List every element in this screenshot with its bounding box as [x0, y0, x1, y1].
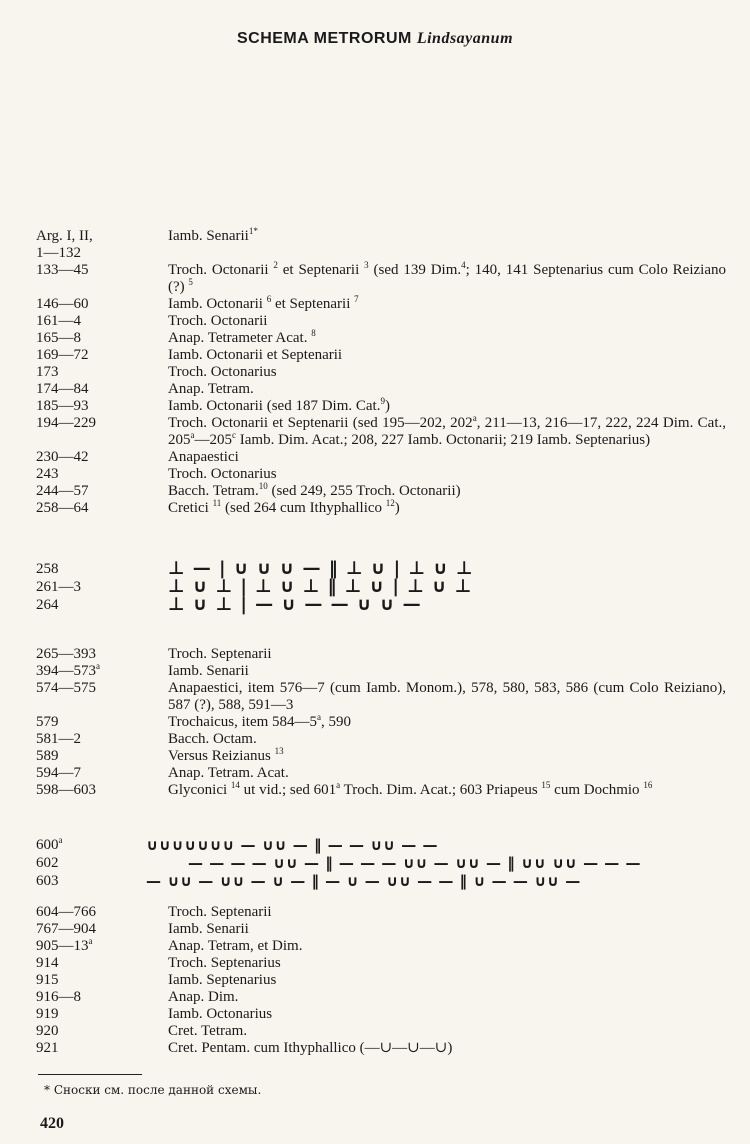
line-range-text: 594—7 [36, 765, 81, 781]
description-text: Iamb. Dim. Acat.; 208, 227 Iamb. Octonarii; 219 Iamb. Septenarius) [236, 432, 651, 448]
metre-entry [36, 1006, 726, 1023]
line-range [36, 680, 168, 714]
description-text: Bacch. Octam. [168, 731, 257, 747]
description-text: Iamb. Octonarius [168, 1006, 273, 1022]
line-range [36, 972, 168, 989]
line-range-text: 161—4 [36, 313, 81, 329]
metre-description [168, 1040, 726, 1057]
line-range-text: 905—13 [36, 938, 89, 954]
line-range [36, 1023, 168, 1040]
description-text: Anap. Dim. [168, 989, 239, 1005]
line-range [36, 955, 168, 972]
metre-entry [36, 313, 726, 330]
line-range [36, 296, 168, 313]
footnote-ref: 3 [364, 260, 369, 270]
line-range [36, 989, 168, 1006]
metre-entry [36, 449, 726, 466]
description-text: Anap. Tetram. [168, 381, 254, 397]
metre-entry [36, 731, 726, 748]
title-italic: Lindsayanum [416, 30, 514, 47]
line-range [36, 449, 168, 466]
footnote-ref: c [232, 430, 236, 440]
description-text: Iamb. Senarii [168, 921, 249, 937]
line-range [36, 1006, 168, 1023]
metrical-scheme-row [36, 854, 736, 872]
line-range-text: 394—573 [36, 663, 96, 679]
line-range-text: 579 [36, 714, 59, 730]
metre-entry [36, 1040, 726, 1057]
description-text: ) [384, 398, 390, 414]
description-text: , 590 [321, 714, 352, 730]
scheme-block-glyconici [36, 836, 736, 890]
entries-block-2 [36, 646, 726, 799]
line-range-text: 767—904 [36, 921, 96, 937]
footnote-rule [38, 1074, 142, 1075]
metre-description [168, 1023, 726, 1040]
scheme-line-number [36, 872, 59, 890]
metre-description [168, 904, 726, 921]
footnote-ref: 6 [266, 294, 272, 304]
metrical-scheme: — — — — ∪∪ — ‖ — — — ∪∪ — ∪∪ — ‖ ∪∪ ∪∪ — — — [188, 854, 642, 872]
metre-entry [36, 663, 726, 680]
metre-description [168, 921, 726, 938]
metrical-scheme: ⊥ — | ∪ ∪ ∪ — ‖ ⊥ ∪ | ⊥ ∪ ⊥ [168, 558, 474, 579]
description-text: Troch. Octonarius [168, 466, 277, 482]
description-text: (sed 249, 255 Troch. Octonarii) [267, 483, 461, 499]
line-range-text: 244—57 [36, 483, 89, 499]
metre-description [168, 714, 726, 731]
description-text: Troch. Septenarii [168, 646, 272, 662]
metre-entry [36, 748, 726, 765]
footnote-ref: 7 [354, 294, 359, 304]
description-text: Troch. Octonarii [168, 262, 274, 278]
metre-description [168, 330, 726, 347]
line-range-text: 915 [36, 972, 59, 988]
metre-entry [36, 938, 726, 955]
description-text: Anap. Tetram. Acat. [168, 765, 289, 781]
line-range [36, 938, 168, 955]
metre-entry [36, 782, 726, 799]
footnote-ref: a [317, 712, 322, 722]
description-text: Troch. Octonarii et Septenarii (sed 195—202, 202 [168, 415, 473, 431]
description-text: (sed 139 Dim. [368, 262, 462, 278]
description-text: Iamb. Octonarii (sed 187 Dim. Cat. [168, 398, 381, 414]
metre-entry [36, 330, 726, 347]
metre-description [168, 449, 726, 466]
description-text: Trochaicus, item 584—5 [168, 714, 318, 730]
line-range [36, 500, 168, 517]
line-range-superscript: a [96, 661, 100, 671]
footnote-ref: 16 [643, 780, 653, 790]
metre-description [168, 731, 726, 748]
metre-entry [36, 921, 726, 938]
line-range-text: 243 [36, 466, 59, 482]
scheme-line-text: 261—3 [36, 579, 81, 595]
metrical-scheme-row [36, 596, 736, 614]
description-text: Iamb. Senarii [168, 228, 249, 244]
description-text: cum Dochmio [550, 782, 644, 798]
metre-entry [36, 364, 726, 381]
metre-entry [36, 500, 726, 517]
metre-description [168, 989, 726, 1006]
description-text: ut vid.; sed 601 [239, 782, 337, 798]
metre-entry [36, 989, 726, 1006]
line-range-text: 598—603 [36, 782, 96, 798]
line-range [36, 398, 168, 415]
page-title [0, 30, 750, 48]
line-range-text: 574—575 [36, 680, 96, 696]
scheme-line-number [36, 578, 81, 596]
line-range-text: 921 [36, 1040, 59, 1056]
description-text: Versus Reizianus [168, 748, 275, 764]
line-range [36, 313, 168, 330]
footnote: * Сноски см. после данной схемы. [44, 1083, 262, 1097]
metre-description [168, 262, 726, 296]
metre-description [168, 466, 726, 483]
line-range [36, 765, 168, 782]
page-number: 420 [40, 1115, 64, 1132]
line-range [36, 228, 168, 262]
description-text: et Septenarii [277, 262, 365, 278]
line-range-text: 230—42 [36, 449, 89, 465]
description-text: —205 [194, 432, 232, 448]
metre-description [168, 483, 726, 500]
metre-description [168, 364, 726, 381]
line-range-superscript: a [88, 936, 93, 946]
description-text: Anapaestici [168, 449, 239, 465]
metre-description [168, 663, 726, 680]
line-range [36, 483, 168, 500]
metrical-scheme: ∪∪∪∪∪∪∪ — ∪∪ — ‖ — — ∪∪ — — [146, 836, 438, 854]
line-range [36, 415, 168, 449]
metre-description [168, 381, 726, 398]
footnote-ref: 2 [273, 260, 278, 270]
description-text: Troch. Dim. Acat.; 603 Priapeus [340, 782, 542, 798]
footnote-ref: 1* [248, 226, 258, 236]
metre-description [168, 347, 726, 364]
scheme-block-cretici [36, 560, 736, 614]
footnote-ref: a [472, 413, 477, 423]
description-text: Troch. Septenarius [168, 955, 281, 971]
line-range [36, 330, 168, 347]
line-range [36, 748, 168, 765]
metrical-scheme: — ∪∪ — ∪∪ — ∪ — ‖ — ∪ — ∪∪ — — ‖ ∪ — — ∪∪ — [146, 872, 581, 890]
metre-entry [36, 680, 726, 714]
entries-block-1 [36, 228, 726, 517]
metre-entry [36, 296, 726, 313]
description-text: Anap. Tetram, et Dim. [168, 938, 303, 954]
metre-description [168, 1006, 726, 1023]
line-range [36, 381, 168, 398]
line-range-text: 146—60 [36, 296, 89, 312]
footnote-ref: 4 [461, 260, 466, 270]
line-range-text: 258—64 [36, 500, 89, 516]
line-range-text: 589 [36, 748, 59, 764]
footnote-ref: 13 [274, 746, 284, 756]
metre-entry [36, 904, 726, 921]
footnote-ref: 9 [380, 396, 385, 406]
description-text: Anapaestici, item 576—7 (cum Iamb. Monom.), 578, 580, 583, 586 (cum Colo Reiziano), 587 (?), 588, 591—3 [168, 680, 726, 713]
description-text: (sed 264 cum Ithyphallico [221, 500, 386, 516]
description-text: et Septenarii [271, 296, 355, 312]
line-range [36, 262, 168, 296]
description-text: Troch. Octonarius [168, 364, 277, 380]
metre-description [168, 415, 726, 449]
metre-description [168, 972, 726, 989]
metre-description [168, 680, 726, 714]
scheme-line-number [36, 560, 59, 578]
description-text: Cret. Tetram. [168, 1023, 248, 1039]
metre-entry [36, 955, 726, 972]
metre-description [168, 228, 726, 262]
metre-entry [36, 483, 726, 500]
metre-entry [36, 466, 726, 483]
metrical-scheme: ⊥ ∪ ⊥ | ⊥ ∪ ⊥ ‖ ⊥ ∪ | ⊥ ∪ ⊥ [168, 576, 473, 597]
description-text: , 211—13, 216—17, 222, 224 Dim. Cat., 205 [168, 415, 726, 448]
metre-entry [36, 1023, 726, 1040]
metrical-scheme-row [36, 836, 736, 854]
footnote-ref: a [190, 430, 195, 440]
metre-description [168, 782, 726, 799]
footnote-ref: 8 [311, 328, 316, 338]
line-range [36, 646, 168, 663]
line-range-text: 604—766 [36, 904, 96, 920]
metre-description [168, 500, 726, 517]
scheme-line-number [36, 854, 59, 872]
description-text: Iamb. Octonarii [168, 296, 267, 312]
description-text: Troch. Octonarii [168, 313, 268, 329]
line-range-text: 194—229 [36, 415, 96, 431]
line-range-text: 265—393 [36, 646, 96, 662]
metre-description [168, 398, 726, 415]
scheme-line-text: 264 [36, 597, 59, 613]
line-range-text: 174—84 [36, 381, 89, 397]
metre-entry [36, 415, 726, 449]
metre-description [168, 748, 726, 765]
metrical-scheme: ⊥ ∪ ⊥ | — ∪ — — ∪ ∪ — [168, 594, 422, 615]
metrical-scheme-row [36, 872, 736, 890]
description-text: ) [394, 500, 400, 516]
line-range [36, 466, 168, 483]
description-text: Iamb. Octonarii et Septenarii [168, 347, 343, 363]
metre-description [168, 646, 726, 663]
line-range-text: 169—72 [36, 347, 89, 363]
metre-entry [36, 714, 726, 731]
line-range-text: Arg. I, II, 1—132 [36, 228, 93, 261]
scheme-line-number [36, 596, 59, 614]
footnote-ref: 11 [212, 498, 222, 508]
metre-entry [36, 398, 726, 415]
line-range [36, 1040, 168, 1057]
line-range-text: 581—2 [36, 731, 81, 747]
scheme-line-text: 258 [36, 561, 59, 577]
footnote-ref: 12 [385, 498, 395, 508]
footnote-ref: 15 [541, 780, 551, 790]
line-range [36, 921, 168, 938]
line-range-text: 133—45 [36, 262, 89, 278]
metre-entry [36, 646, 726, 663]
line-range-text: 919 [36, 1006, 59, 1022]
description-text: Troch. Septenarii [168, 904, 272, 920]
line-range [36, 782, 168, 799]
entries-block-3 [36, 904, 726, 1057]
line-range-text: 914 [36, 955, 59, 971]
line-range [36, 347, 168, 364]
scheme-line-superscript: a [58, 835, 63, 845]
line-range [36, 904, 168, 921]
scheme-line-text: 602 [36, 855, 59, 871]
line-range-text: 916—8 [36, 989, 81, 1005]
title-caps: SCHEMA METRORUM [236, 30, 412, 47]
line-range [36, 364, 168, 381]
scheme-line-text: 603 [36, 873, 59, 889]
scheme-line-number [36, 836, 63, 854]
metre-description [168, 313, 726, 330]
footnote-ref: a [336, 780, 341, 790]
line-range-text: 173 [36, 364, 59, 380]
description-text: Iamb. Septenarius [168, 972, 277, 988]
metre-description [168, 955, 726, 972]
line-range [36, 731, 168, 748]
footnote-ref: 10 [258, 481, 268, 491]
metre-entry [36, 228, 726, 262]
line-range [36, 663, 168, 680]
metre-description [168, 296, 726, 313]
metre-description [168, 938, 726, 955]
metre-entry [36, 347, 726, 364]
line-range-text: 185—93 [36, 398, 89, 414]
description-text: Cretici [168, 500, 213, 516]
description-text: ; 140, 141 Septenarius cum Colo Reiziano (?) [168, 262, 726, 295]
line-range-text: 165—8 [36, 330, 81, 346]
line-range [36, 714, 168, 731]
description-text: Glyconici [168, 782, 231, 798]
description-text: Anap. Tetrameter Acat. [168, 330, 312, 346]
line-range-text: 920 [36, 1023, 59, 1039]
description-text: Cret. Pentam. cum Ithyphallico (—∪—∪—∪) [168, 1040, 453, 1056]
footnote-ref: 5 [188, 277, 193, 287]
footnote-ref: 14 [230, 780, 240, 790]
metre-entry [36, 262, 726, 296]
description-text: Iamb. Senarii [168, 663, 249, 679]
metre-entry [36, 765, 726, 782]
scheme-line-text: 600 [36, 837, 59, 853]
metre-entry [36, 972, 726, 989]
description-text: Bacch. Tetram. [168, 483, 259, 499]
